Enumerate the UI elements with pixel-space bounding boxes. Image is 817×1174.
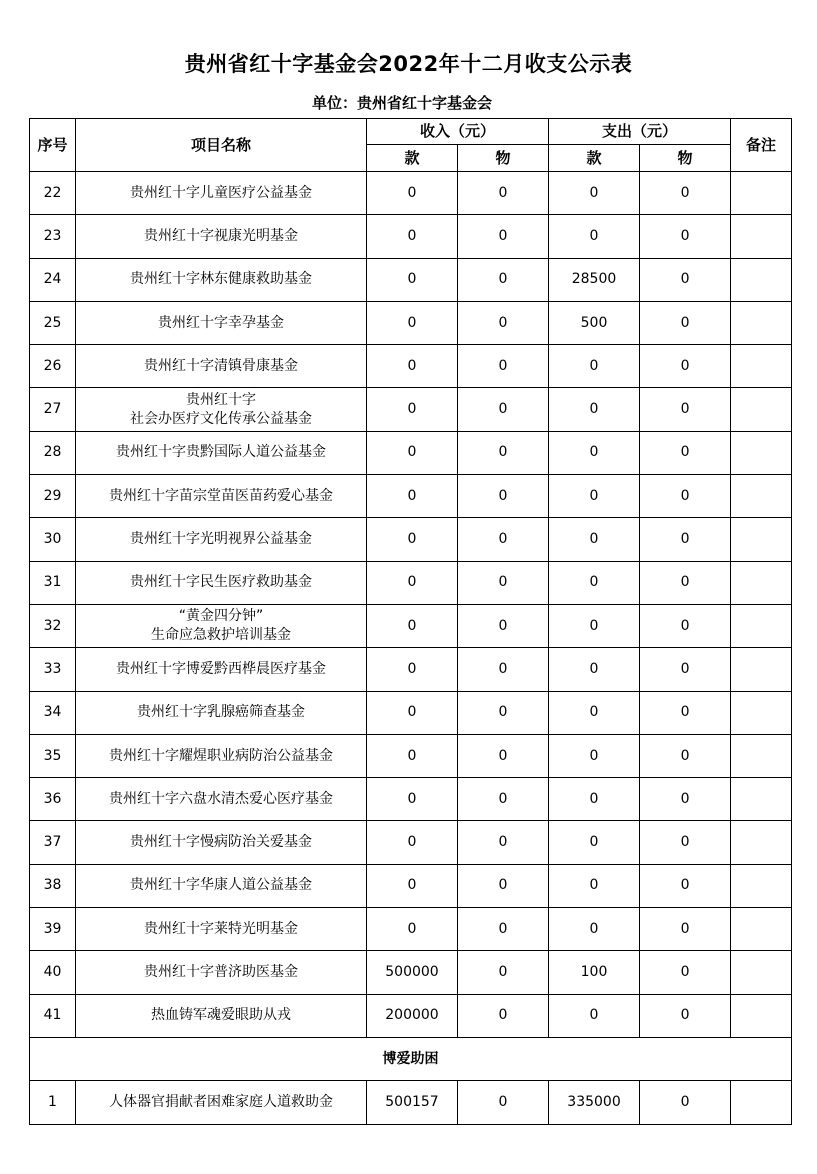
row-expense-goods: 0	[640, 431, 731, 474]
row-expense-cash: 0	[549, 345, 640, 388]
row-expense-goods: 0	[640, 604, 731, 647]
row-expense-cash: 0	[549, 994, 640, 1037]
row-income-cash: 0	[367, 258, 458, 301]
row-income-cash: 0	[367, 604, 458, 647]
row-income-goods: 0	[458, 172, 549, 215]
row-project-name	[76, 475, 367, 518]
row-income-cash: 500157	[367, 1081, 458, 1124]
project-name-line: 贵州红十字儿童医疗公益基金	[130, 184, 312, 201]
row-seq: 36	[30, 778, 76, 821]
row-income-goods: 0	[458, 258, 549, 301]
row-income-cash: 0	[367, 561, 458, 604]
row-expense-cash: 0	[549, 778, 640, 821]
project-name-line: 贵州红十字耀煋职业病防治公益基金	[109, 747, 333, 764]
row-expense-cash: 0	[549, 561, 640, 604]
row-remark	[731, 258, 792, 301]
table-row	[30, 908, 792, 951]
unit-label: 单位：贵州省红十字基金会	[312, 94, 493, 112]
row-income-goods: 0	[458, 431, 549, 474]
row-remark	[731, 648, 792, 691]
row-project-name	[76, 431, 367, 474]
row-expense-cash: 0	[549, 215, 640, 258]
table-row	[30, 518, 792, 561]
project-name-line: 贵州红十字民生医疗救助基金	[130, 574, 312, 591]
row-remark	[731, 691, 792, 734]
row-remark	[731, 172, 792, 215]
row-project-name	[76, 908, 367, 951]
row-project-name	[76, 301, 367, 344]
header-expense: 支出（元）	[549, 119, 731, 145]
row-remark	[731, 821, 792, 864]
row-income-goods: 0	[458, 821, 549, 864]
row-expense-goods: 0	[640, 475, 731, 518]
row-expense-cash: 0	[549, 431, 640, 474]
row-income-cash: 500000	[367, 951, 458, 994]
row-expense-goods: 0	[640, 864, 731, 907]
row-project-name	[76, 215, 367, 258]
row-income-goods: 0	[458, 734, 549, 777]
row-income-cash: 0	[367, 215, 458, 258]
row-income-goods: 0	[458, 908, 549, 951]
table-row	[30, 994, 792, 1037]
project-name-line: 贵州红十字莱特光明基金	[144, 920, 298, 937]
project-name-line: 贵州红十字六盘水清杰爱心医疗基金	[109, 790, 333, 807]
row-project-name	[76, 691, 367, 734]
row-expense-cash: 335000	[549, 1081, 640, 1124]
header-name: 项目名称	[76, 119, 367, 172]
header-income-goods: 物	[458, 145, 549, 172]
project-name-line: 生命应急救护培训基金	[151, 627, 291, 644]
row-expense-cash: 0	[549, 734, 640, 777]
row-income-cash: 0	[367, 908, 458, 951]
row-income-goods: 0	[458, 561, 549, 604]
row-expense-goods: 0	[640, 951, 731, 994]
row-remark	[731, 215, 792, 258]
header-income-cash: 款	[367, 145, 458, 172]
row-remark	[731, 345, 792, 388]
row-seq: 41	[30, 994, 76, 1037]
project-name-line: 贵州红十字慢病防治关爱基金	[130, 834, 312, 851]
table-row	[30, 475, 792, 518]
table-row	[30, 345, 792, 388]
project-name-line: 人体器官捐献者困难家庭人道救助金	[109, 1093, 333, 1110]
row-seq: 40	[30, 951, 76, 994]
row-income-cash: 0	[367, 431, 458, 474]
row-seq: 23	[30, 215, 76, 258]
row-expense-goods: 0	[640, 994, 731, 1037]
row-seq: 22	[30, 172, 76, 215]
row-income-goods: 0	[458, 648, 549, 691]
row-project-name	[76, 734, 367, 777]
row-seq: 30	[30, 518, 76, 561]
row-income-cash: 0	[367, 821, 458, 864]
row-project-name	[76, 648, 367, 691]
row-seq: 32	[30, 604, 76, 647]
row-expense-cash: 0	[549, 475, 640, 518]
row-seq: 31	[30, 561, 76, 604]
row-expense-cash: 0	[549, 864, 640, 907]
row-income-cash: 0	[367, 648, 458, 691]
project-name-line: 贵州红十字苗宗堂苗医苗药爱心基金	[109, 487, 333, 504]
row-remark	[731, 951, 792, 994]
table-row	[30, 778, 792, 821]
row-project-name	[76, 994, 367, 1037]
row-project-name	[76, 518, 367, 561]
project-name-line: 贵州红十字光明视界公益基金	[130, 531, 312, 548]
row-project-name	[76, 172, 367, 215]
row-expense-goods: 0	[640, 518, 731, 561]
row-project-name	[76, 864, 367, 907]
row-income-goods: 0	[458, 604, 549, 647]
row-income-goods: 0	[458, 778, 549, 821]
row-expense-goods: 0	[640, 215, 731, 258]
row-income-cash: 0	[367, 691, 458, 734]
row-expense-cash: 0	[549, 604, 640, 647]
row-expense-goods: 0	[640, 561, 731, 604]
row-project-name	[76, 345, 367, 388]
row-income-goods: 0	[458, 864, 549, 907]
row-seq: 1	[30, 1081, 76, 1124]
row-seq: 24	[30, 258, 76, 301]
row-expense-goods: 0	[640, 691, 731, 734]
row-remark	[731, 604, 792, 647]
row-expense-cash: 0	[549, 691, 640, 734]
row-income-goods: 0	[458, 388, 549, 431]
row-remark	[731, 778, 792, 821]
row-expense-goods: 0	[640, 648, 731, 691]
row-expense-goods: 0	[640, 388, 731, 431]
header-expense-cash: 款	[549, 145, 640, 172]
row-income-goods: 0	[458, 345, 549, 388]
row-remark	[731, 431, 792, 474]
group-label: 博爱助困	[30, 1037, 792, 1080]
table-row	[30, 301, 792, 344]
row-expense-cash: 0	[549, 648, 640, 691]
row-expense-goods: 0	[640, 908, 731, 951]
row-expense-cash: 0	[549, 172, 640, 215]
row-expense-goods: 0	[640, 301, 731, 344]
row-seq: 38	[30, 864, 76, 907]
row-seq: 37	[30, 821, 76, 864]
row-remark	[731, 908, 792, 951]
table-row	[30, 648, 792, 691]
row-income-goods: 0	[458, 215, 549, 258]
table-row	[30, 561, 792, 604]
table-row	[30, 821, 792, 864]
row-seq: 27	[30, 388, 76, 431]
table-row	[30, 431, 792, 474]
row-income-goods: 0	[458, 691, 549, 734]
header-expense-goods: 物	[640, 145, 731, 172]
row-remark	[731, 518, 792, 561]
row-expense-cash: 0	[549, 388, 640, 431]
row-seq: 29	[30, 475, 76, 518]
row-expense-goods: 0	[640, 1081, 731, 1124]
project-name-line: 贵州红十字乳腺癌筛查基金	[137, 704, 305, 721]
row-project-name	[76, 778, 367, 821]
project-name-line: “黄金四分钟”	[178, 608, 264, 625]
row-expense-goods: 0	[640, 821, 731, 864]
row-expense-goods: 0	[640, 734, 731, 777]
row-seq: 33	[30, 648, 76, 691]
row-project-name	[76, 258, 367, 301]
header-seq: 序号	[30, 119, 76, 172]
row-remark	[731, 561, 792, 604]
project-name-line: 贵州红十字视康光明基金	[144, 227, 298, 244]
row-income-cash: 200000	[367, 994, 458, 1037]
project-name-line: 贵州红十字清镇骨康基金	[144, 357, 298, 374]
row-income-goods: 0	[458, 951, 549, 994]
project-name-line: 热血铸军魂爱眼助从戎	[151, 1007, 291, 1024]
row-project-name	[76, 821, 367, 864]
row-remark	[731, 388, 792, 431]
row-income-cash: 0	[367, 172, 458, 215]
project-name-line: 贵州红十字林东健康救助基金	[130, 271, 312, 288]
project-name-line: 社会办医疗文化传承公益基金	[130, 410, 312, 427]
row-remark	[731, 734, 792, 777]
table-row	[30, 388, 792, 431]
row-remark	[731, 301, 792, 344]
row-seq: 35	[30, 734, 76, 777]
finance-table	[29, 118, 792, 1125]
row-seq: 25	[30, 301, 76, 344]
row-seq: 34	[30, 691, 76, 734]
row-income-cash: 0	[367, 345, 458, 388]
page-title: 贵州省红十字基金会2022年十二月收支公示表	[184, 52, 633, 76]
project-name-line: 贵州红十字幸孕基金	[158, 314, 284, 331]
row-income-cash: 0	[367, 475, 458, 518]
row-expense-cash: 500	[549, 301, 640, 344]
row-remark	[731, 994, 792, 1037]
row-expense-goods: 0	[640, 258, 731, 301]
row-income-goods: 0	[458, 1081, 549, 1124]
row-remark	[731, 475, 792, 518]
row-income-goods: 0	[458, 475, 549, 518]
row-income-goods: 0	[458, 518, 549, 561]
row-project-name	[76, 951, 367, 994]
project-name-line: 贵州红十字普济助医基金	[144, 963, 298, 980]
row-expense-goods: 0	[640, 778, 731, 821]
project-name-line: 贵州红十字华康人道公益基金	[130, 877, 312, 894]
header-remark: 备注	[731, 119, 792, 172]
row-income-cash: 0	[367, 301, 458, 344]
table-row	[30, 864, 792, 907]
group-row	[30, 1037, 792, 1080]
table-row	[30, 734, 792, 777]
row-expense-cash: 100	[549, 951, 640, 994]
row-seq: 28	[30, 431, 76, 474]
row-expense-cash: 0	[549, 821, 640, 864]
table-row	[30, 691, 792, 734]
row-income-cash: 0	[367, 388, 458, 431]
table-row	[30, 604, 792, 647]
header-income: 收入（元）	[367, 119, 549, 145]
row-income-goods: 0	[458, 994, 549, 1037]
row-project-name	[76, 388, 367, 431]
row-expense-cash: 28500	[549, 258, 640, 301]
row-project-name	[76, 604, 367, 647]
project-name-line: 贵州红十字博爱黔西桦晨医疗基金	[116, 660, 326, 677]
row-seq: 39	[30, 908, 76, 951]
row-income-cash: 0	[367, 778, 458, 821]
row-project-name	[76, 561, 367, 604]
row-expense-goods: 0	[640, 172, 731, 215]
table-row	[30, 1081, 792, 1124]
row-income-cash: 0	[367, 734, 458, 777]
table-row	[30, 951, 792, 994]
row-expense-cash: 0	[549, 908, 640, 951]
row-remark	[731, 864, 792, 907]
row-income-goods: 0	[458, 301, 549, 344]
row-expense-goods: 0	[640, 345, 731, 388]
row-income-cash: 0	[367, 864, 458, 907]
project-name-line: 贵州红十字	[186, 391, 256, 408]
row-remark	[731, 1081, 792, 1124]
table-row	[30, 258, 792, 301]
row-seq: 26	[30, 345, 76, 388]
table-row	[30, 172, 792, 215]
project-name-line: 贵州红十字贵黔国际人道公益基金	[116, 444, 326, 461]
row-expense-cash: 0	[549, 518, 640, 561]
table-row	[30, 215, 792, 258]
row-income-cash: 0	[367, 518, 458, 561]
row-project-name	[76, 1081, 367, 1124]
